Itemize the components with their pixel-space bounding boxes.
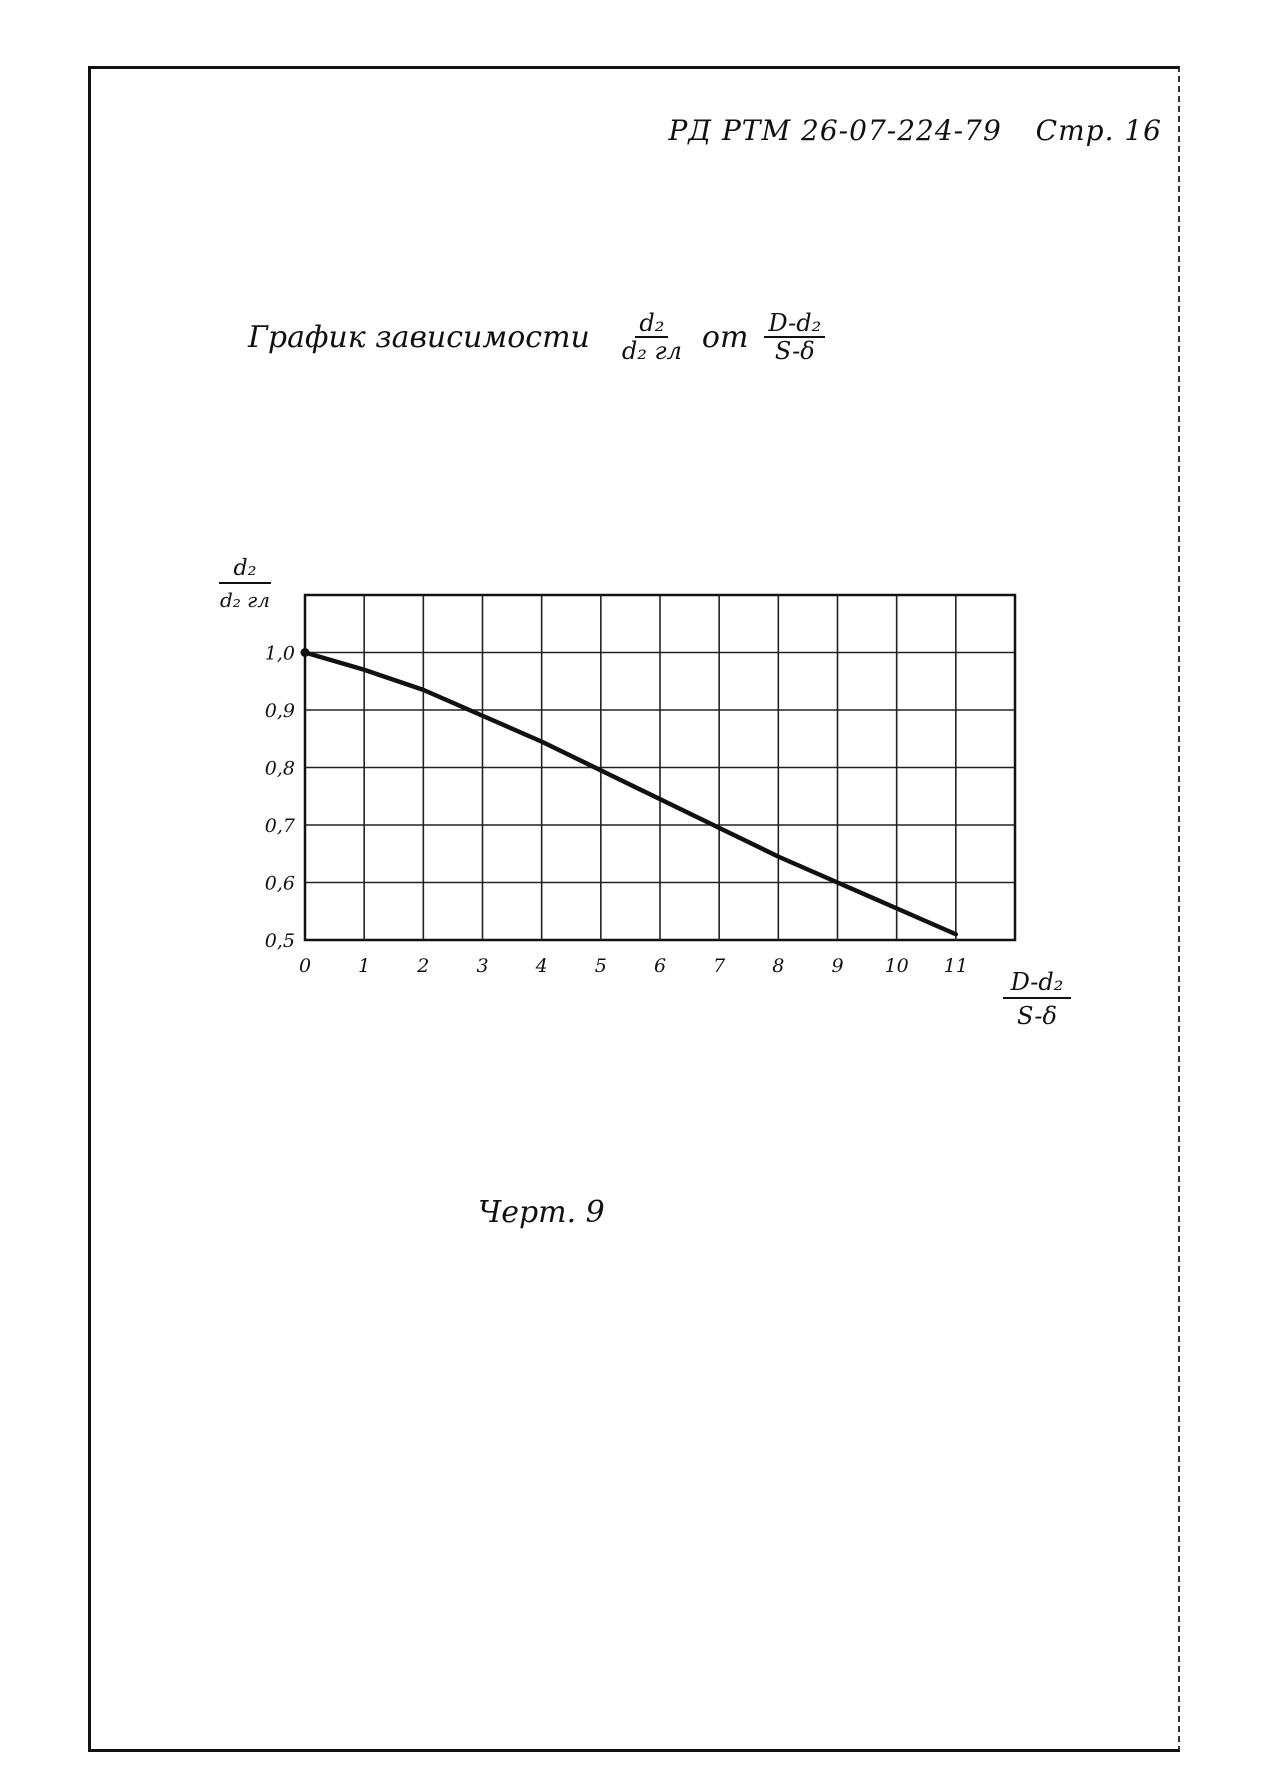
x-tick-label: 6 xyxy=(653,955,667,977)
x-tick-label: 7 xyxy=(713,955,726,977)
series-line xyxy=(305,653,956,935)
y-axis-label-denominator: d₂ гл xyxy=(219,588,271,612)
chart-container xyxy=(200,540,1100,1060)
x-tick-label: 9 xyxy=(831,955,844,977)
x-tick-label: 4 xyxy=(535,955,548,977)
x-tick-label: 11 xyxy=(943,955,968,977)
document-code: РД РТМ 26-07-224-79 xyxy=(668,114,1002,147)
y-tick-label: 0,8 xyxy=(264,757,295,780)
y-tick-label: 0,9 xyxy=(264,700,295,722)
y-tick-label: 0,5 xyxy=(264,930,295,952)
y-tick-label: 1,0 xyxy=(264,642,295,665)
x-tick-label: 10 xyxy=(884,955,909,977)
y-tick-label: 0,6 xyxy=(264,872,295,895)
heading-prefix: График зависимости xyxy=(248,319,590,355)
figure-caption: Черт. 9 xyxy=(478,1195,605,1230)
series-start-point xyxy=(301,648,310,657)
y-axis-label-numerator: d₂ xyxy=(233,556,257,581)
x-tick-label: 0 xyxy=(298,955,312,977)
x-tick-label: 3 xyxy=(476,955,489,977)
x-tick-label: 5 xyxy=(594,955,607,977)
chart-heading xyxy=(248,310,831,365)
x-tick-label: 8 xyxy=(772,955,785,977)
page-number: Стр. 16 xyxy=(1035,114,1162,147)
x-axis-label-denominator: S-δ xyxy=(1017,1002,1057,1030)
heading-fraction-ratio-denominator: d₂ гл xyxy=(621,337,682,366)
heading-fraction-ratio xyxy=(618,310,686,365)
document-header xyxy=(668,114,1162,147)
y-tick-label: 0,7 xyxy=(264,815,295,837)
line-chart xyxy=(200,540,1100,1060)
heading-fraction-argument-numerator: D-d₂ xyxy=(764,310,825,338)
x-tick-label: 2 xyxy=(417,955,430,977)
heading-fraction-argument xyxy=(764,310,825,365)
x-axis-label-numerator: D-d₂ xyxy=(1010,968,1064,996)
heading-fraction-argument-denominator: S-δ xyxy=(774,337,815,366)
x-tick-label: 1 xyxy=(358,955,371,977)
heading-connector: от xyxy=(701,319,749,355)
heading-fraction-ratio-numerator: d₂ xyxy=(635,310,668,338)
